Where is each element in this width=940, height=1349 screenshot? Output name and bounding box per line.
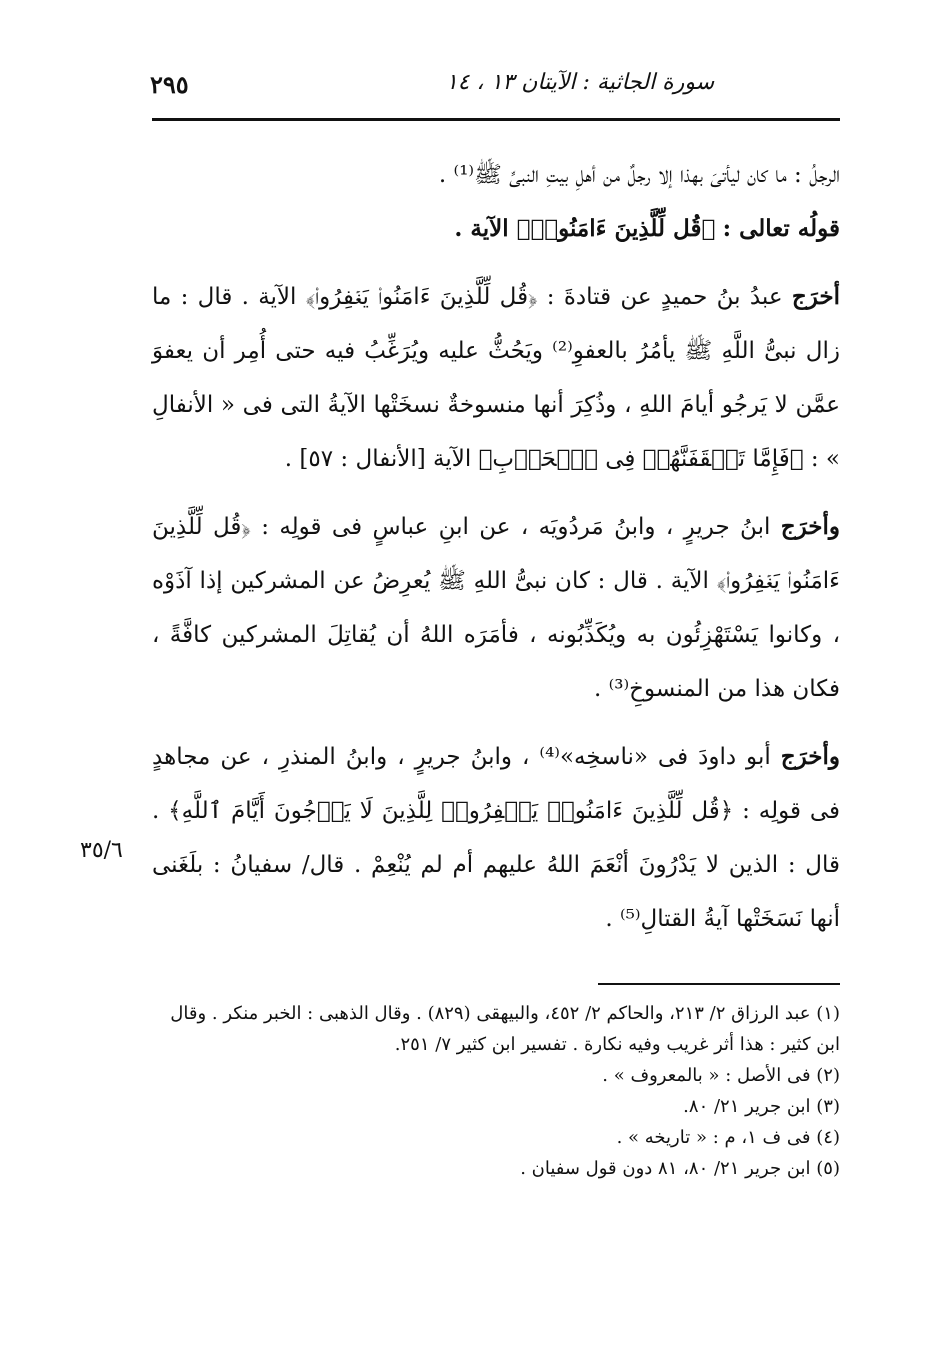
paragraph-lead: وأخرَج [780, 513, 840, 540]
heading-verse: ﴿قُل لِّلَّذِينَ ءَامَنُوا۟﴾ الآية . [454, 215, 716, 242]
footnote: (١) عبد الرزاق ٢/ ٢١٣، والحاكم ٢/ ٤٥٢، والبيهقى (٨٢٩) . وقال الذهبى : الخبر منكر . وقال ابن كثير : هذا أثر غريب وفيه نكارة . تفسير ابن كثير ٧/ ٢٥١. [170, 1003, 840, 1055]
footnote: (٤) فى ف ١، م : « تاريخه » . [616, 1127, 840, 1148]
paragraph-lead: أخرَج [791, 283, 840, 310]
paragraph-qatada [152, 270, 840, 486]
footnote: (٣) ابن جرير ٢١/ ٨٠. [683, 1096, 840, 1117]
section-heading [152, 202, 840, 256]
heading-lead: قولُه تعالى : [722, 215, 840, 242]
manuscript-margin-reference: ٣٥/٦ [80, 838, 123, 863]
paragraph-mujahid [152, 730, 840, 946]
paragraph-continuation: الرجلُ : ما كان ليأتىَ بهذا إلا رجلٌ من أهلِ بيتِ النبىِّ ﷺ⁽¹⁾ . [438, 162, 840, 188]
footnote-separator [598, 983, 840, 985]
footnote: (٢) فى الأصل : « بالمعروف » . [602, 1065, 840, 1086]
paragraph-ibn-abbas [152, 500, 840, 716]
header-rule [152, 118, 840, 121]
paragraph-text: عبدُ بنُ حميدٍ عن قتادةَ : ﴿قُل لِّلَّذِينَ ءَامَنُوا۟ يَغۡفِرُوا۟﴾ الآية . قال : ما زال نبىُّ اللَّهِ ﷺ يأمُرُ بالعفوِ⁽²⁾ ويَحُثُّ عليه ويُرَغِّبُ فيه حتى أُمِر أن يعفوَ عمَّن لا يَرجُو أيامَ اللهِ ، وذُكِرَ أنها منسوخةٌ نسخَتْها الآيةُ التى فى « الأنفالِ » : ﴿فَإِمَّا تَثۡقَفَنَّهُمۡ فِى ٱلۡحَرۡبِ﴾ الآية [الأنفال : ٥٧] . [152, 284, 840, 472]
footnotes [152, 998, 840, 1184]
main-text [152, 148, 840, 946]
paragraph-text: أبو داودَ فى «ناسخِه»⁽⁴⁾ ، وابنُ جريرٍ ، وابنُ المنذرِ ، عن مجاهدٍ فى قولِه : ﴿قُل لِّلَّذِينَ ءَامَنُوا۟ يَغۡفِرُوا۟ لِلَّذِينَ لَا يَرۡجُونَ أَيَّامَ ٱللَّهِ﴾ . قال : الذين لا يَدْرُونَ أنْعَمَ اللهُ عليهم أم لم يُنْعِمْ . قال/ سفيانُ : بلَغَنى أنها نَسَخَتْها آيةُ القتالِ⁽⁵⁾ . [152, 744, 840, 932]
page-header [150, 66, 840, 110]
running-title: سورة الجاثية : الآيتان ١٣ ، ١٤ [445, 70, 715, 95]
paragraph-lead: وأخرَج [780, 743, 840, 770]
footnote: (٥) ابن جرير ٢١/ ٨٠، ٨١ دون قول سفيان . [520, 1158, 840, 1179]
page-number: ٢٩٥ [150, 70, 189, 99]
paragraph-text: ابنُ جريرٍ ، وابنُ مَردُويَه ، عن ابنِ عباسٍ فى قولِه : ﴿قُل لِّلَّذِينَ ءَامَنُوا۟ يَغۡفِرُوا۟﴾ الآية . قال : كان نبىُّ اللهِ ﷺ يُعرِضُ عن المشركين إذا آذَوْه ، وكانوا يَسْتَهْزِئُون به ويُكَذِّبُونه ، فأمَرَه اللهُ أن يُقاتِلَ المشركين كافَّةً ، فكان هذا من المنسوخِ⁽³⁾ . [152, 514, 840, 702]
